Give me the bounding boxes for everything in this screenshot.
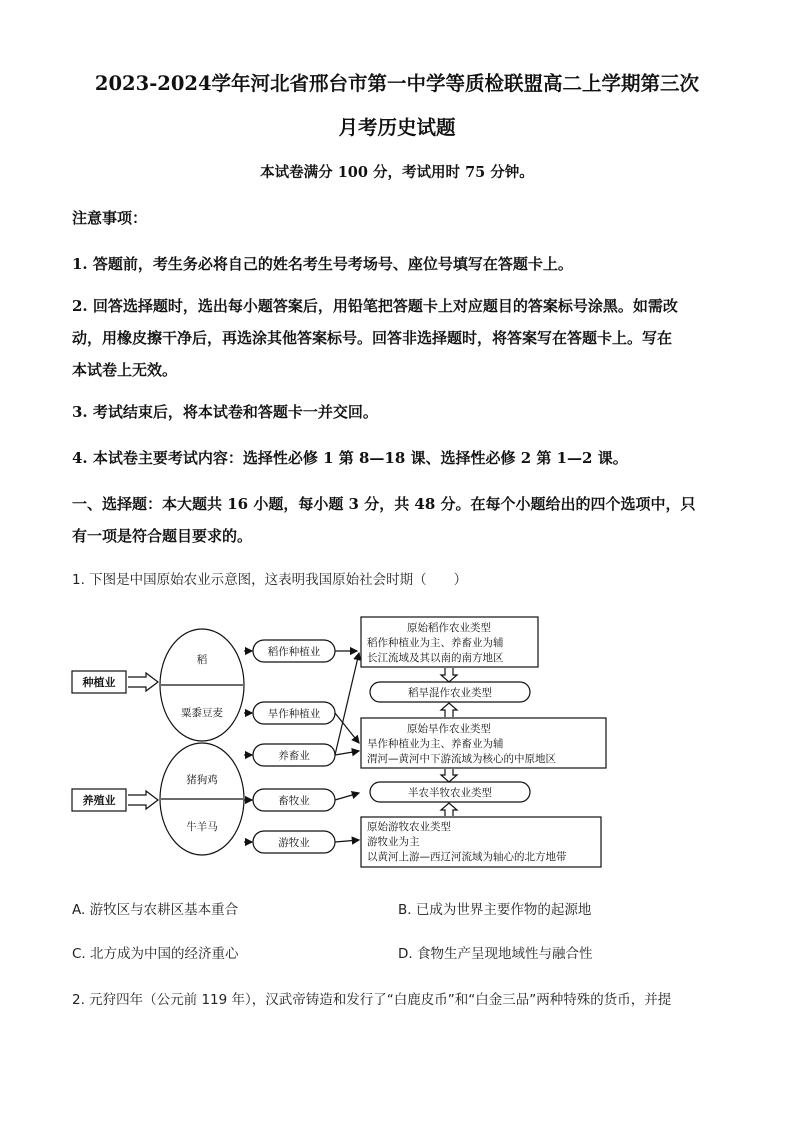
oval2-top-label: 猪狗鸡: [186, 774, 218, 786]
mid-label-1: 稻作种植业: [267, 646, 321, 658]
notice-item-2-line2: 动，用橡皮擦干净后，再选涂其他答案标号。回答非选择题时，将答案写在答题卡上。写在: [72, 329, 673, 347]
page-title-line2: 月考历史试题: [338, 116, 456, 139]
oval1-bottom-label: 粟黍豆麦: [181, 707, 223, 719]
left-label-breeding: 养殖业: [82, 794, 116, 807]
question-1-option-d[interactable]: D. 食物生产呈现地域性与融合性: [398, 946, 593, 962]
section-1-line1: 一、选择题：本大题共 16 小题，每小题 3 分，共 48 分。在每个小题给出的四个选项中，只: [72, 495, 696, 513]
agriculture-diagram: [70, 605, 610, 875]
arrow-up-2: [441, 803, 457, 816]
r3-line3: 渭河—黄河中下游流域为核心的中原地区: [367, 753, 556, 765]
page-title-line1: 2023-2024学年河北省邢台市第一中学等质检联盟高二上学期第三次: [94, 72, 700, 95]
breeding-hollow-arrow: [128, 791, 158, 809]
question-1-option-a[interactable]: A. 游牧区与农耕区基本重合: [72, 902, 239, 918]
planting-hollow-arrow: [128, 673, 158, 691]
r5-line1: 原始游牧农业类型: [367, 821, 451, 833]
r3-line2: 旱作种植业为主、养畜业为辅: [367, 738, 504, 750]
arrow-up-1: [441, 703, 457, 717]
question-1-stem: 1. 下图是中国原始农业示意图，这表明我国原始社会时期（ ）: [72, 572, 468, 588]
r1-line2: 稻作种植业为主、养畜业为辅: [367, 637, 504, 649]
arrow-down-2: [441, 769, 457, 782]
r1-line1: 原始稻作农业类型: [407, 622, 491, 634]
oval2-bottom-label: 牛羊马: [186, 821, 218, 833]
r1-line3: 长江流域及其以南的南方地区: [367, 652, 504, 664]
notice-item-4: 4. 本试卷主要考试内容：选择性必修 1 第 8—18 课、选择性必修 2 第 1—2 课。: [72, 449, 628, 467]
notice-item-2-line3: 本试卷上无效。: [72, 361, 178, 379]
notice-item-3: 3. 考试结束后，将本试卷和答题卡一并交回。: [72, 403, 378, 421]
r5-line2: 游牧业为主: [367, 836, 420, 848]
mid-label-5: 游牧业: [278, 837, 310, 849]
notice-item-1: 1. 答题前，考生务必将自己的姓名考生号考场号、座位号填写在答题卡上。: [72, 255, 573, 273]
mid-label-4: 畜牧业: [278, 795, 310, 807]
r5-line3: 以黄河上游—西辽河流域为轴心的北方地带: [367, 851, 567, 863]
mid-label-3: 养畜业: [278, 750, 310, 762]
left-label-planting: 种植业: [82, 676, 116, 689]
question-1-option-b[interactable]: B. 已成为世界主要作物的起源地: [398, 902, 592, 918]
r3-line1: 原始旱作农业类型: [407, 723, 491, 735]
arrow-down-1: [441, 668, 457, 682]
question-2-stem: 2. 元狩四年（公元前 119 年），汉武帝铸造和发行了“白鹿皮币”和“白金三品”两种特殊的货币，并提: [72, 992, 672, 1008]
question-1-option-c[interactable]: C. 北方成为中国的经济重心: [72, 946, 239, 962]
notice-item-2-line1: 2. 回答选择题时，选出每小题答案后，用铅笔把答题卡上对应题目的答案标号涂黑。如需改: [72, 297, 678, 315]
r2-label: 稻旱混作农业类型: [408, 687, 492, 699]
oval1-top-label: 稻: [196, 654, 208, 666]
section-1-line2: 有一项是符合题目要求的。: [72, 527, 253, 545]
exam-info: 本试卷满分 100 分，考试用时 75 分钟。: [260, 164, 534, 181]
notice-heading: 注意事项：: [72, 209, 148, 227]
mid-label-2: 旱作种植业: [267, 708, 321, 720]
r4-label: 半农半牧农业类型: [408, 787, 492, 799]
